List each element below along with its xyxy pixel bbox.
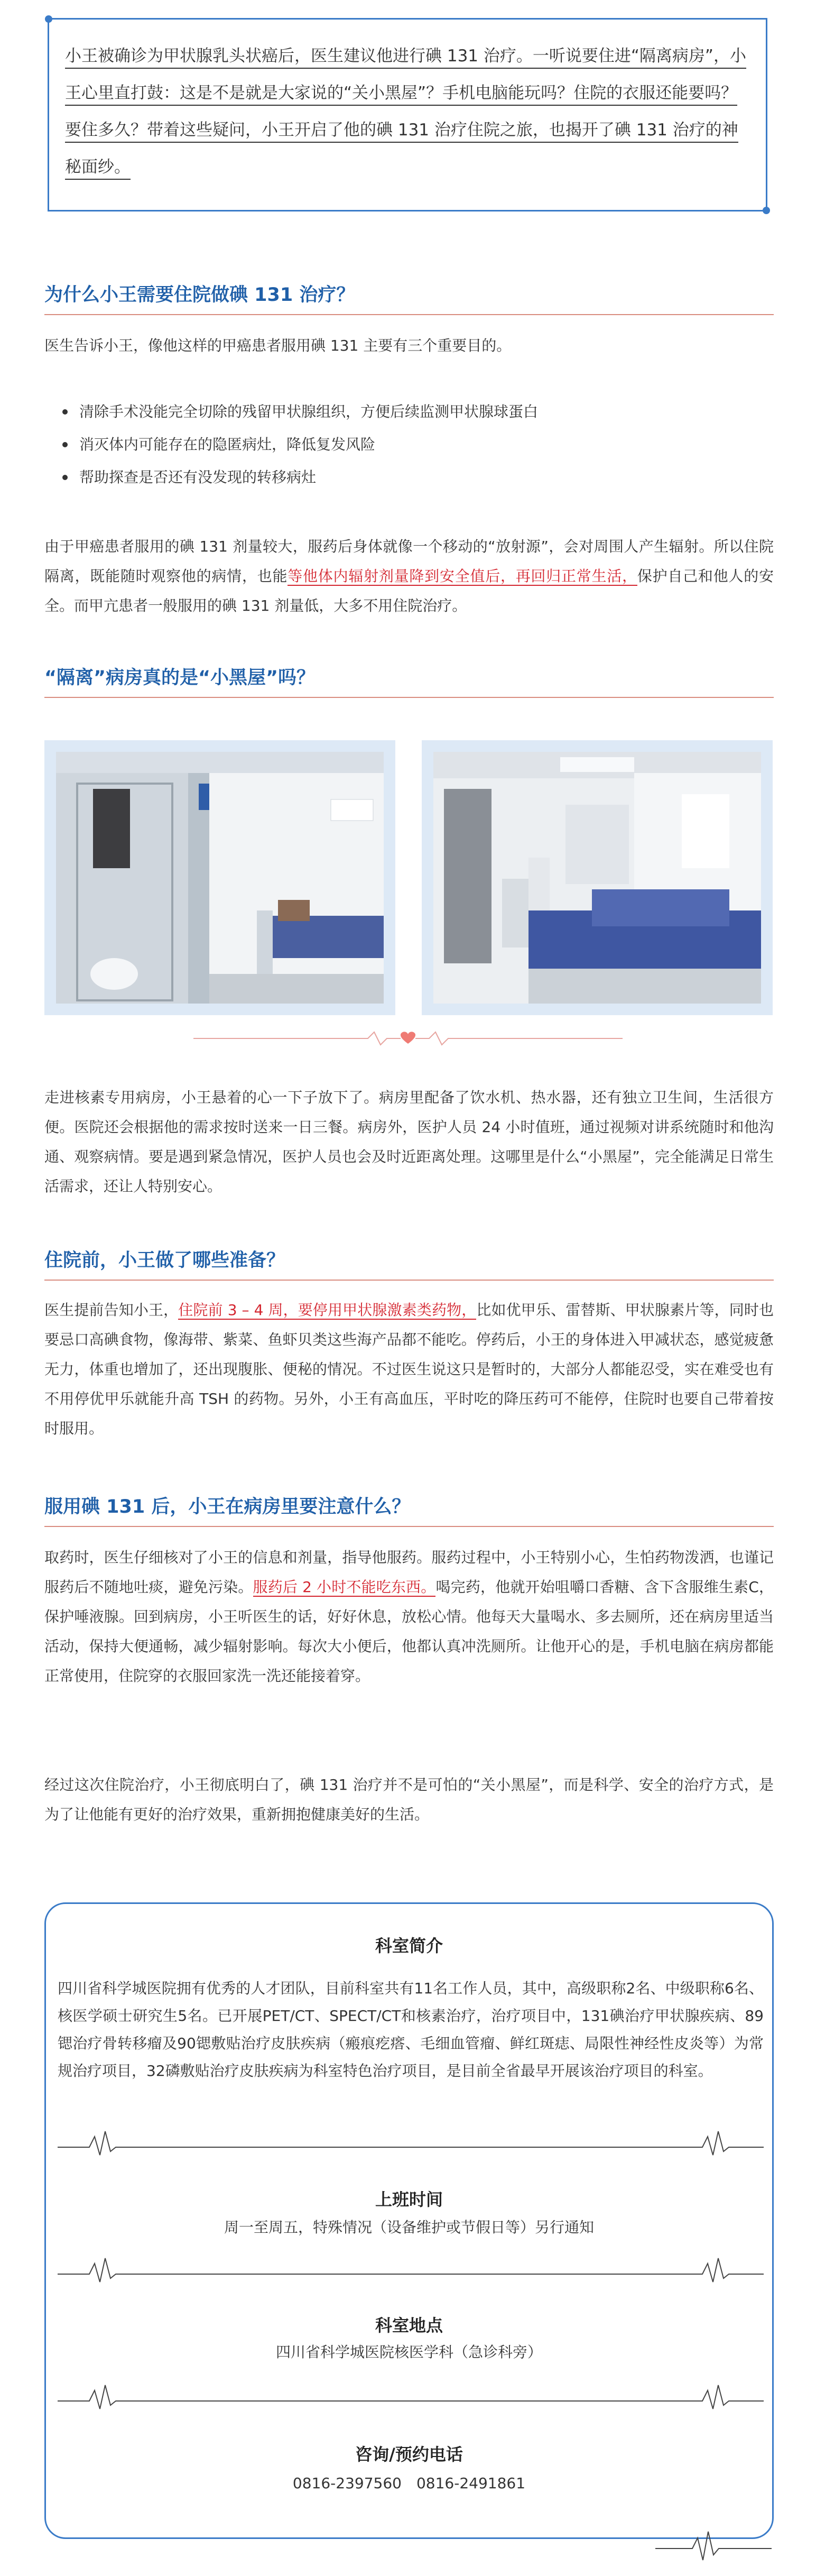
highlight-text: 住院前 3 – 4 周，要停用甲状腺激素类药物， [178,1301,477,1319]
location-title: 科室地点 [375,2315,443,2335]
section1-lead: 医生告诉小王，像他这样的甲癌患者服用碘 131 主要有三个重要目的。 [44,337,512,354]
highlight-text: 服药后 2 小时不能吃东西。 [253,1578,436,1596]
list-item: 消灭体内可能存在的隐匿病灶，降低复发风险 [62,428,771,461]
ward-photo-room [433,752,761,1004]
section4-paragraph: 取药时，医生仔细核对了小王的信息和剂量，指导他服药。服药过程中，小王特别小心，生怕药物泼洒，也谨记服药后不随地吐痰，避免污染。服药后 2 小时不能吃东西。喝完药，他就开始咀嚼口香糖、含下含服维生素C，保护唾液腺。回到病房，小王听医生的话，好好休息，放松心情。他每天大量喝水、多去厕所，还在病房里适当活动，保持大便通畅，减少辐射影响。每次大小便后，他都认真冲洗厕所。让他开心的是，手机电脑在病房都能正常使用，住院穿的衣服回家洗一洗还能接着穿。 [44,1549,774,1685]
department-card [44,1902,774,2539]
phone-title: 咨询/预约电话 [355,2444,463,2464]
section-title-why: 为什么小王需要住院做碘 131 治疗？ [44,280,774,315]
location-text: 四川省科学城医院核医学科（急诊科旁） [275,2343,542,2361]
intro-box [48,18,767,211]
heart-icon [193,1027,623,1048]
department-intro: 四川省科学城医院拥有优秀的人才团队，目前科室共有11名工作人员，其中，高级职称2名、中级职称6名、核医学硕士研究生5名。已开展PET/CT、SPECT/CT和核素治疗，治疗项目中，131碘治疗甲状腺疾病、89锶治疗骨转移瘤及90锶敷贴治疗皮肤疾病（瘢痕疙瘩、毛细血管瘤、鲜红斑痣、局限性神经性皮炎等）为常规治疗项目，32磷敷贴治疗皮肤疾病为科室特色治疗项目，是目前全省最早开展该治疗项目的科室。 [58,1980,764,2080]
ward-photo-frame [422,740,773,1015]
closing-paragraph: 经过这次住院治疗，小王彻底明白了，碘 131 治疗并不是可怕的“关小黑屋”，而是科学、安全的治疗方式，是为了让他能有更好的治疗效果，重新拥抱健康美好的生活。 [44,1776,774,1823]
card-title: 科室简介 [375,1936,443,1956]
hours-title: 上班时间 [375,2189,443,2210]
corner-dot-icon [45,15,52,23]
ekg-line-icon [655,2527,772,2564]
phone-numbers: 0816-2397560 0816-2491861 [292,2474,526,2492]
section-title-ward: “隔离”病房真的是“小黑屋”吗？ [44,663,774,698]
purpose-list [62,395,771,494]
section-title-prep: 住院前，小王做了哪些准备？ [44,1246,774,1281]
ekg-line-icon [58,2380,764,2412]
ward-photo-bathroom [56,752,384,1004]
list-item: 清除手术没能完全切除的残留甲状腺组织，方便后续监测甲状腺球蛋白 [62,395,771,428]
section-title-care: 服用碘 131 后，小王在病房里要注意什么？ [44,1492,774,1527]
section3-paragraph: 医生提前告知小王，住院前 3 – 4 周，要停用甲状腺激素类药物，比如优甲乐、雷替斯、甲状腺素片等，同时也要忌口高碘食物，像海带、紫菜、鱼虾贝类这些海产品都不能吃。停药后，小王的身体进入甲减状态，感觉疲惫无力，体重也增加了，还出现腹胀、便秘的情况。不过医生说这只是暂时的，大部分人都能忍受，实在难受也有不用停优甲乐就能升高 TSH 的药物。另外，小王有高血压，平时吃的降压药可不能停，住院时也要自己带着按时服用。 [44,1301,774,1437]
list-item: 帮助探查是否还有没发现的转移病灶 [62,461,771,494]
hours-text: 周一至周五，特殊情况（设备维护或节假日等）另行通知 [224,2219,594,2236]
section2-paragraph: 走进核素专用病房，小王悬着的心一下子放下了。病房里配备了饮水机、热水器，还有独立卫生间，生活很方便。医院还会根据他的需求按时送来一日三餐。病房外，医护人员 24 小时值班，通过视频对讲系统随时和他沟通、观察病情。要是遇到紧急情况，医护人员也会及时近距离处理。这哪里是什么“小黑屋”，完全能满足日常生活需求，还让人特别安心。 [44,1089,774,1195]
highlight-text: 等他体内辐射剂量降到安全值后，再回归正常生活， [288,567,637,585]
ekg-line-icon [58,2253,764,2285]
corner-dot-icon [763,207,770,214]
intro-text: 小王被确诊为甲状腺乳头状癌后，医生建议他进行碘 131 治疗。一听说要住进“隔离病房”，小王心里直打鼓：这是不是就是大家说的“关小黑屋”？手机电脑能玩吗？住院的衣服还能要吗？要住多久？带着这些疑问，小王开启了他的碘 131 治疗住院之旅，也揭开了碘 131 治疗的神秘面纱。 [65,38,752,186]
ward-photo-frame [44,740,395,1015]
ekg-line-icon [58,2126,764,2158]
section1-paragraph: 由于甲癌患者服用的碘 131 剂量较大，服药后身体就像一个移动的“放射源”，会对周围人产生辐射。所以住院隔离，既能随时观察他的病情，也能等他体内辐射剂量降到安全值后，再回归正常生活，保护自己和他人的安全。而甲亢患者一般服用的碘 131 剂量低，大多不用住院治疗。 [44,538,774,614]
